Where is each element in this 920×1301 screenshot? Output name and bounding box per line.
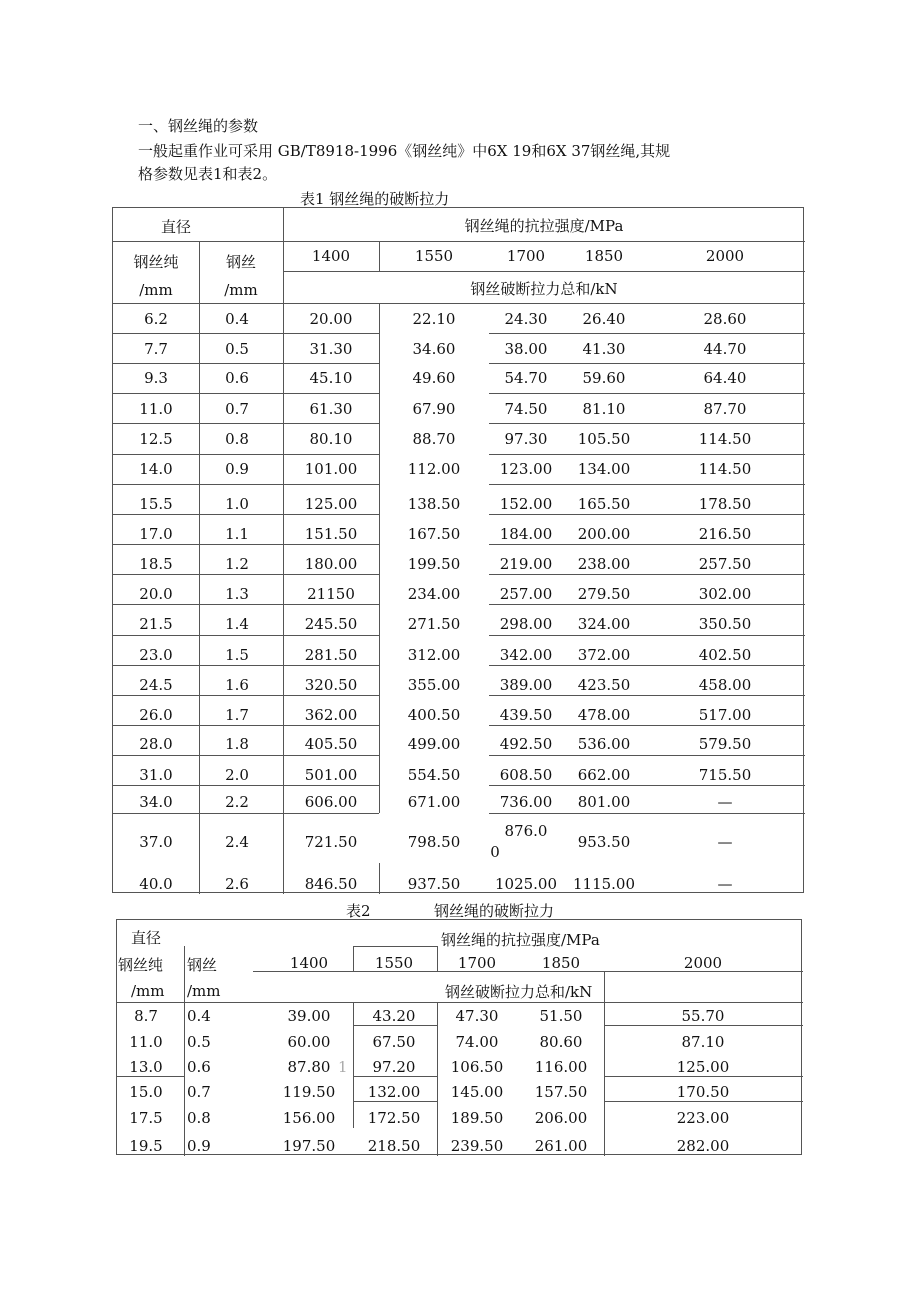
- table1-cell: 23.0: [139, 646, 173, 664]
- table2-cell: 156.00: [282, 1109, 336, 1127]
- table1-cell: 721.50: [304, 833, 358, 851]
- table1-cell: 234.00: [407, 585, 461, 603]
- table2-row-sep-left: [117, 1076, 184, 1077]
- table2-cell: 67.50: [372, 1033, 416, 1051]
- table1-cell: 1.4: [225, 615, 249, 633]
- table1-cell: 400.50: [407, 706, 461, 724]
- table1-strength-1550: 1550: [414, 247, 454, 265]
- table1-row-sep-left: [113, 604, 379, 605]
- table1-row-sep-right: [489, 363, 805, 364]
- table1-cell: 736.00: [499, 793, 553, 811]
- table1-row-sep-left: [113, 484, 379, 485]
- table2-cell: 0.7: [187, 1083, 211, 1101]
- table1-row-sep-right: [489, 604, 805, 605]
- table1-cell: 245.50: [304, 615, 358, 633]
- table1-cell: 0.8: [225, 430, 249, 448]
- table2-cell: 282.00: [676, 1137, 730, 1155]
- table1-row-sep-left: [113, 454, 379, 455]
- table1-cell: 88.70: [412, 430, 456, 448]
- table1-hline-header1: [113, 241, 805, 242]
- table1-cell: 499.00: [407, 735, 461, 753]
- table1-cell: 517.00: [698, 706, 752, 724]
- table1-cell: 372.00: [577, 646, 631, 664]
- table1-header-wire-unit: /mm: [224, 281, 258, 299]
- table1-row-sep-left: [113, 423, 379, 424]
- table1-cell: 31.0: [139, 766, 173, 784]
- table1-cell: 112.00: [407, 460, 461, 478]
- table1-cell: 608.50: [499, 766, 553, 784]
- table1-cell: 0.9: [225, 460, 249, 478]
- table1-cell: 14.0: [139, 460, 173, 478]
- table1-cell: 362.00: [304, 706, 358, 724]
- table1-cell: 1115.00: [572, 875, 636, 893]
- table2-cell: 8.7: [134, 1007, 158, 1025]
- table1-cell: 238.00: [577, 555, 631, 573]
- table1-row-sep-left: [113, 813, 379, 814]
- table1-cell: 87.70: [703, 400, 747, 418]
- table1-cell: 20.0: [139, 585, 173, 603]
- table1-cell: 199.50: [407, 555, 461, 573]
- table1-cell: 281.50: [304, 646, 358, 664]
- table2-cell: 261.00: [534, 1137, 588, 1155]
- table1-header-force: 钢丝破断拉力总和/kN: [470, 280, 618, 298]
- table1-row-sep-right: [489, 423, 805, 424]
- table1-cell: 1.0: [225, 495, 249, 513]
- table1-cell: 11.0: [139, 400, 173, 418]
- table1-row-sep-right: [489, 574, 805, 575]
- table1-cell: 1.1: [225, 525, 249, 543]
- table2-cell: 51.50: [539, 1007, 583, 1025]
- table1-cell: 279.50: [577, 585, 631, 603]
- table1-cell: 20.00: [309, 310, 353, 328]
- table1-cell: 216.50: [698, 525, 752, 543]
- table2-strength-1850: 1850: [541, 954, 581, 972]
- table1-cell: —: [717, 833, 733, 851]
- table2-cell: 170.50: [676, 1083, 730, 1101]
- table1-row-sep-right: [489, 755, 805, 756]
- table1-cell: 579.50: [698, 735, 752, 753]
- table2-hline-header3: [117, 1002, 803, 1003]
- table1-row-sep-right: [489, 785, 805, 786]
- table1-cell: 26.40: [582, 310, 626, 328]
- table1-cell: 2.6: [225, 875, 249, 893]
- table2-row-sep-mid: [353, 1076, 437, 1077]
- table1-cell: 257.50: [698, 555, 752, 573]
- table2-strength-1400: 1400: [289, 954, 329, 972]
- table1-caption: 表1 钢丝绳的破断拉力: [300, 190, 450, 208]
- table2-row-sep-mid: [353, 1101, 437, 1102]
- table1-cell: 478.00: [577, 706, 631, 724]
- table1-cell: 0.7: [225, 400, 249, 418]
- table1-cell: 125.00: [304, 495, 358, 513]
- table1-cell: 298.00: [499, 615, 553, 633]
- table1-row-sep-right: [489, 484, 805, 485]
- table1-header-wire: 钢丝: [225, 253, 256, 271]
- table2-cell: 87.80: [287, 1058, 331, 1076]
- table1-cell: 24.5: [139, 676, 173, 694]
- table1-row-sep-left: [113, 514, 379, 515]
- table1-cell: 17.0: [139, 525, 173, 543]
- table1-vline-h1400: [379, 241, 380, 271]
- table2-cell: 157.50: [534, 1083, 588, 1101]
- table1-cell: 12.5: [139, 430, 173, 448]
- table1-cell: 312.00: [407, 646, 461, 664]
- table2-cell: 197.50: [282, 1137, 336, 1155]
- table1-cell: 54.70: [504, 369, 548, 387]
- table2-cell: 0.6: [187, 1058, 211, 1076]
- table1-row-sep-right: [489, 333, 805, 334]
- table1-cell: 257.00: [499, 585, 553, 603]
- table1-cell: 876.0: [504, 822, 548, 840]
- table1-row-sep-right: [489, 454, 805, 455]
- table1-cell: 801.00: [577, 793, 631, 811]
- table1-cell: 49.60: [412, 369, 456, 387]
- table1-row-sep-left: [113, 665, 379, 666]
- table-2: [116, 919, 802, 1155]
- table2-header-rope-unit: /mm: [131, 982, 165, 1000]
- table2-cell: 223.00: [676, 1109, 730, 1127]
- table1-cell: 40.0: [139, 875, 173, 893]
- table1-row-sep-right: [489, 665, 805, 666]
- table1-cell: 28.60: [703, 310, 747, 328]
- table1-cell: 798.50: [407, 833, 461, 851]
- table1-cell: 846.50: [304, 875, 358, 893]
- table2-strength-1550: 1550: [374, 954, 414, 972]
- table2-vline-1550-right: [437, 1002, 438, 1156]
- table1-cell: 200.00: [577, 525, 631, 543]
- table2-hline-1550-top: [353, 946, 437, 947]
- table1-cell: 64.40: [703, 369, 747, 387]
- table1-cell: 9.3: [144, 369, 168, 387]
- table2-cell: 13.0: [129, 1058, 163, 1076]
- table1-cell: 38.00: [504, 340, 548, 358]
- table2-stray-mark: 1: [338, 1058, 348, 1076]
- table1-cell: 1.6: [225, 676, 249, 694]
- table1-strength-1400: 1400: [311, 247, 351, 265]
- table2-cell: 60.00: [287, 1033, 331, 1051]
- table2-header-diameter: 直径: [131, 929, 162, 947]
- table1-cell: 45.10: [309, 369, 353, 387]
- table1-cell: 1.3: [225, 585, 249, 603]
- table1-cell: 423.50: [577, 676, 631, 694]
- table1-cell: 536.00: [577, 735, 631, 753]
- table1-cell: 74.50: [504, 400, 548, 418]
- table2-header-wire: 钢丝: [187, 956, 218, 974]
- intro-line-2: 格参数见表1和表2。: [138, 165, 278, 183]
- table2-cell: 145.00: [450, 1083, 504, 1101]
- table1-cell: 389.00: [499, 676, 553, 694]
- table2-cell: 43.20: [372, 1007, 416, 1025]
- table1-cell: 22.10: [412, 310, 456, 328]
- table1-cell: 28.0: [139, 735, 173, 753]
- table1-cell: 34.60: [412, 340, 456, 358]
- table1-wrap-fragment: 0: [490, 843, 500, 861]
- table1-row-sep-right: [489, 393, 805, 394]
- table1-row-sep-left: [113, 333, 379, 334]
- table1-cell: 37.0: [139, 833, 173, 851]
- table1-row-sep-left: [113, 635, 379, 636]
- table2-cell: 116.00: [534, 1058, 588, 1076]
- table2-header-rope: 钢丝纯: [118, 956, 164, 974]
- table1-cell: 134.00: [577, 460, 631, 478]
- table2-cell: 39.00: [287, 1007, 331, 1025]
- table1-row-sep-right: [489, 514, 805, 515]
- table1-cell: 405.50: [304, 735, 358, 753]
- table2-cell: 97.20: [372, 1058, 416, 1076]
- table2-cell: 0.8: [187, 1109, 211, 1127]
- table1-row-sep-left: [113, 725, 379, 726]
- table2-cell: 172.50: [367, 1109, 421, 1127]
- table2-row-sep-mid: [353, 1025, 437, 1026]
- table2-cell: 47.30: [455, 1007, 499, 1025]
- table1-cell: 31.30: [309, 340, 353, 358]
- table1-cell: 34.0: [139, 793, 173, 811]
- table1-cell: 61.30: [309, 400, 353, 418]
- table2-cell: 19.5: [129, 1137, 163, 1155]
- table2-cell: 106.50: [450, 1058, 504, 1076]
- table1-cell: 937.50: [407, 875, 461, 893]
- table1-cell: 21150: [307, 585, 355, 603]
- table1-cell: 439.50: [499, 706, 553, 724]
- table1-cell: 1.2: [225, 555, 249, 573]
- table1-cell: 138.50: [407, 495, 461, 513]
- table1-cell: 1.5: [225, 646, 249, 664]
- table1-row-sep-right: [489, 695, 805, 696]
- table1-cell: 152.00: [499, 495, 553, 513]
- table1-cell: —: [717, 793, 733, 811]
- table1-row-sep-right: [489, 813, 805, 814]
- table1-cell: 114.50: [698, 460, 752, 478]
- table1-row-sep-left: [113, 393, 379, 394]
- table1-cell: 18.5: [139, 555, 173, 573]
- table2-cell: 119.50: [282, 1083, 336, 1101]
- table1-header-rope: 钢丝纯: [133, 253, 179, 271]
- table2-cell: 125.00: [676, 1058, 730, 1076]
- intro-line-1: 一般起重作业可采用 GB/T8918-1996《钢丝纯》中6X 19和6X 37钢丝绳,其规: [138, 142, 671, 160]
- table2-cell: 80.60: [539, 1033, 583, 1051]
- table2-cell: 15.0: [129, 1083, 163, 1101]
- table1-row-sep-left: [113, 363, 379, 364]
- table1-cell: 953.50: [577, 833, 631, 851]
- table2-cell: 87.10: [681, 1033, 725, 1051]
- table1-header-rope-unit: /mm: [139, 281, 173, 299]
- table1-cell: 1.8: [225, 735, 249, 753]
- table1-cell: 15.5: [139, 495, 173, 513]
- table1-cell: 271.50: [407, 615, 461, 633]
- table2-caption-right: 钢丝绳的破断拉力: [434, 902, 555, 920]
- table1-cell: 123.00: [499, 460, 553, 478]
- table1-cell: 2.0: [225, 766, 249, 784]
- table1-cell: 165.50: [577, 495, 631, 513]
- table1-row-sep-right: [489, 725, 805, 726]
- table1-cell: 219.00: [499, 555, 553, 573]
- table1-strength-1850: 1850: [584, 247, 624, 265]
- table1-cell: 101.00: [304, 460, 358, 478]
- table1-hline-header2: [283, 271, 805, 272]
- table1-cell: 671.00: [407, 793, 461, 811]
- table1-cell: 44.70: [703, 340, 747, 358]
- table2-strength-1700: 1700: [457, 954, 497, 972]
- table1-cell: 2.2: [225, 793, 249, 811]
- table2-header-strength: 钢丝绳的抗拉强度/MPa: [441, 931, 600, 949]
- table1-cell: 178.50: [698, 495, 752, 513]
- table1-header-diameter: 直径: [160, 218, 191, 236]
- table1-cell: 554.50: [407, 766, 461, 784]
- table1-cell: 458.00: [698, 676, 752, 694]
- table2-cell: 239.50: [450, 1137, 504, 1155]
- table1-cell: 81.10: [582, 400, 626, 418]
- table1-cell: 97.30: [504, 430, 548, 448]
- table1-row-sep-left: [113, 574, 379, 575]
- table1-cell: —: [717, 875, 733, 893]
- table1-cell: 1.7: [225, 706, 249, 724]
- table1-row-sep-left: [113, 695, 379, 696]
- table1-cell: 26.0: [139, 706, 173, 724]
- table1-row-sep-left: [113, 785, 379, 786]
- table2-cell: 17.5: [129, 1109, 163, 1127]
- table1-cell: 0.4: [225, 310, 249, 328]
- table-1: [112, 207, 804, 893]
- table1-cell: 342.00: [499, 646, 553, 664]
- table2-row-sep-right-b: [604, 1076, 803, 1077]
- table2-cell: 55.70: [681, 1007, 725, 1025]
- table1-cell: 67.90: [412, 400, 456, 418]
- table1-cell: 320.50: [304, 676, 358, 694]
- table1-row-sep-left: [113, 755, 379, 756]
- table1-cell: 350.50: [698, 615, 752, 633]
- table1-cell: 41.30: [582, 340, 626, 358]
- table1-cell: 715.50: [698, 766, 752, 784]
- table1-cell: 0.6: [225, 369, 249, 387]
- table1-cell: 21.5: [139, 615, 173, 633]
- section-title: 一、钢丝绳的参数: [138, 117, 259, 135]
- table2-cell: 0.4: [187, 1007, 211, 1025]
- table2-cell: 206.00: [534, 1109, 588, 1127]
- table2-strength-2000: 2000: [683, 954, 723, 972]
- table2-cell: 132.00: [367, 1083, 421, 1101]
- table1-cell: 501.00: [304, 766, 358, 784]
- table1-strength-2000: 2000: [705, 247, 745, 265]
- table1-cell: 184.00: [499, 525, 553, 543]
- table2-row-sep-right: [604, 1025, 803, 1026]
- table1-cell: 2.4: [225, 833, 249, 851]
- table1-strength-1700: 1700: [506, 247, 546, 265]
- table1-header-strength: 钢丝绳的抗拉强度/MPa: [464, 217, 624, 235]
- table2-cell: 0.9: [187, 1137, 211, 1155]
- table2-row-sep-right-c: [604, 1101, 803, 1102]
- table1-cell: 302.00: [698, 585, 752, 603]
- table1-row-sep-right: [489, 544, 805, 545]
- table1-cell: 180.00: [304, 555, 358, 573]
- table1-cell: 167.50: [407, 525, 461, 543]
- table1-cell: 80.10: [309, 430, 353, 448]
- table1-cell: 7.7: [144, 340, 168, 358]
- table1-cell: 606.00: [304, 793, 358, 811]
- table2-cell: 0.5: [187, 1033, 211, 1051]
- table1-cell: 105.50: [577, 430, 631, 448]
- table1-cell: 492.50: [499, 735, 553, 753]
- table1-cell: 1025.00: [494, 875, 558, 893]
- table1-cell: 59.60: [582, 369, 626, 387]
- table2-cell: 189.50: [450, 1109, 504, 1127]
- table1-cell: 6.2: [144, 310, 168, 328]
- table2-cell: 218.50: [367, 1137, 421, 1155]
- table1-cell: 114.50: [698, 430, 752, 448]
- table1-cell: 662.00: [577, 766, 631, 784]
- table2-header-force: 钢丝破断拉力总和/kN: [445, 983, 593, 1001]
- table1-row-sep-left: [113, 544, 379, 545]
- table1-cell: 324.00: [577, 615, 631, 633]
- table1-cell: 24.30: [504, 310, 548, 328]
- table2-header-wire-unit: /mm: [187, 982, 221, 1000]
- table1-hline-header3: [113, 303, 805, 304]
- table1-cell: 355.00: [407, 676, 461, 694]
- table1-row-sep-right: [489, 635, 805, 636]
- table1-cell: 151.50: [304, 525, 358, 543]
- table1-cell: 0.5: [225, 340, 249, 358]
- table2-cell: 74.00: [455, 1033, 499, 1051]
- table2-cell: 11.0: [129, 1033, 163, 1051]
- table2-caption-left: 表2: [346, 902, 371, 920]
- table1-cell: 402.50: [698, 646, 752, 664]
